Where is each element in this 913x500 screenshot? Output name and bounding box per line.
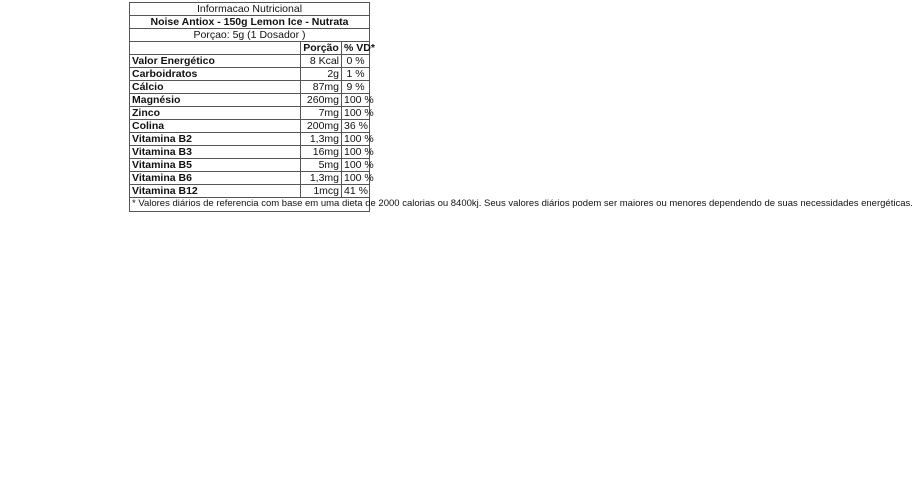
table-row [130, 159, 370, 172]
nutrient-name: Zinco [130, 107, 301, 120]
nutrient-dv: 41 % [342, 185, 370, 198]
product-name: Noise Antiox - 150g Lemon Ice - Nutrata [130, 16, 370, 29]
nutrient-name: Vitamina B6 [130, 172, 301, 185]
table-row [130, 68, 370, 81]
nutrient-portion: 8 Kcal [301, 55, 342, 68]
nutrient-name: Vitamina B3 [130, 146, 301, 159]
nutrient-name: Carboidratos [130, 68, 301, 81]
nutrient-portion: 5mg [301, 159, 342, 172]
nutrient-dv: 36 % [342, 120, 370, 133]
nutrient-dv: 0 % [342, 55, 370, 68]
nutrient-name: Vitamina B2 [130, 133, 301, 146]
nutrient-portion: 2g [301, 68, 342, 81]
nutrient-portion: 1mcg [301, 185, 342, 198]
nutrient-dv: 100 % [342, 107, 370, 120]
nutrient-dv: 100 % [342, 172, 370, 185]
table-row [130, 107, 370, 120]
nutrient-name: Colina [130, 120, 301, 133]
nutrient-dv: 100 % [342, 159, 370, 172]
nutrient-dv: 100 % [342, 133, 370, 146]
product-row [130, 16, 370, 29]
nutrition-facts-panel [129, 2, 913, 212]
table-row [130, 55, 370, 68]
nutrient-portion: 16mg [301, 146, 342, 159]
nutrient-portion: 1,3mg [301, 172, 342, 185]
table-row [130, 172, 370, 185]
title-row [130, 3, 370, 16]
nutrient-portion: 200mg [301, 120, 342, 133]
table-row [130, 94, 370, 107]
serving-row [130, 29, 370, 42]
nutrient-portion: 1,3mg [301, 133, 342, 146]
nutrient-name: Magnésio [130, 94, 301, 107]
nutrient-dv: 100 % [342, 94, 370, 107]
nutrient-name: Valor Energético [130, 55, 301, 68]
column-header-portion: Porção [301, 42, 342, 55]
column-header-row [130, 42, 370, 55]
nutrient-portion: 7mg [301, 107, 342, 120]
footnote-row [130, 198, 370, 212]
nutrient-dv: 1 % [342, 68, 370, 81]
column-header-nutrient [130, 42, 301, 55]
nutrient-portion: 260mg [301, 94, 342, 107]
table-title: Informacao Nutricional [130, 3, 370, 16]
table-row [130, 120, 370, 133]
column-header-dv: % VD* [342, 42, 370, 55]
table-row [130, 146, 370, 159]
footnote: * Valores diários de referencia com base em uma dieta de 2000 calorias ou 8400kj. Seus valores diários podem ser maiores ou menores dependendo de suas necessidades energéticas. [130, 198, 370, 212]
nutrient-name: Vitamina B5 [130, 159, 301, 172]
table-row [130, 185, 370, 198]
nutrient-name: Cálcio [130, 81, 301, 94]
nutrient-dv: 100 % [342, 146, 370, 159]
nutrient-dv: 9 % [342, 81, 370, 94]
nutrition-table [129, 2, 913, 212]
nutrient-name: Vitamina B12 [130, 185, 301, 198]
serving-size: Porçao: 5g (1 Dosador ) [130, 29, 370, 42]
table-row [130, 81, 370, 94]
table-row [130, 133, 370, 146]
nutrient-portion: 87mg [301, 81, 342, 94]
